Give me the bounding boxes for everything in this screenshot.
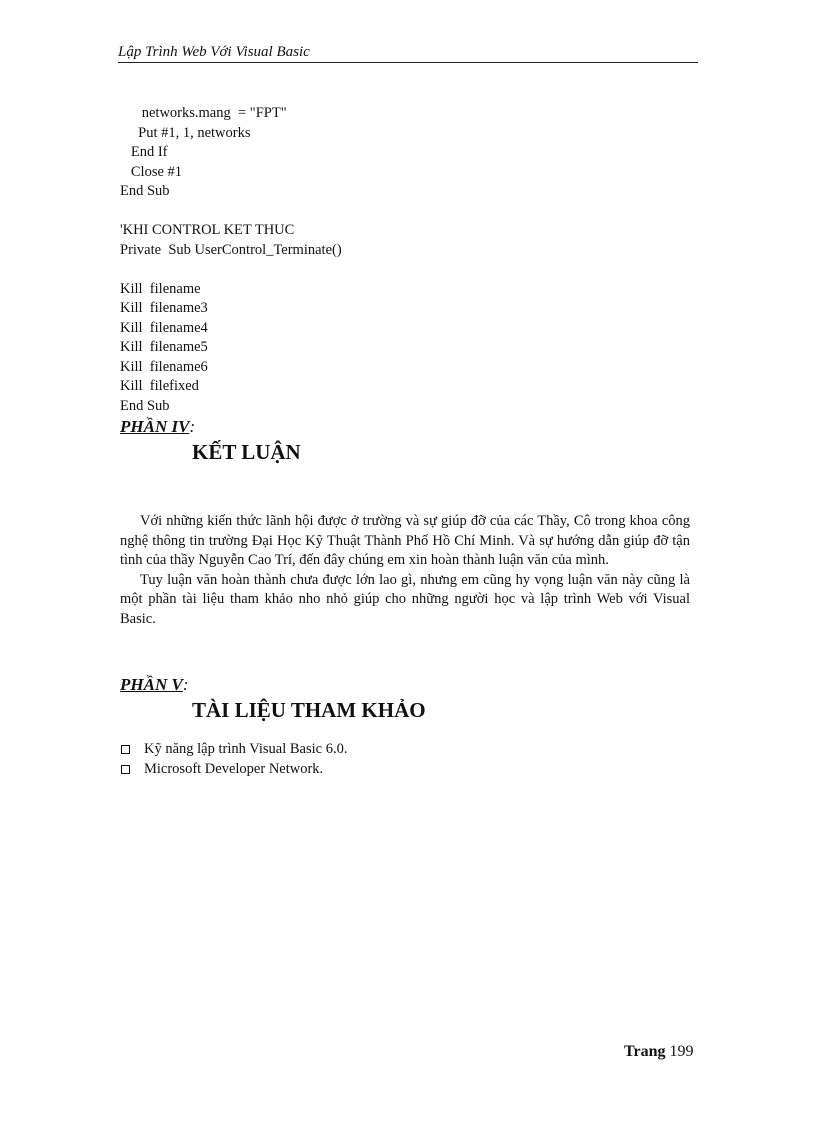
- list-item: [120, 740, 347, 760]
- part5-label: [120, 675, 188, 695]
- part4-colon: :: [189, 417, 196, 436]
- part4-label-text: PHẦN IV: [120, 417, 190, 436]
- code-line: Kill filefixed: [120, 378, 199, 394]
- part4-title: KẾT LUẬN: [192, 440, 301, 464]
- code-line: Kill filename3: [120, 300, 208, 316]
- code-block: [120, 104, 680, 416]
- code-line: [120, 260, 680, 280]
- part5-colon: :: [182, 675, 189, 694]
- code-line: End If: [120, 144, 168, 160]
- code-line: Private Sub UserControl_Terminate(): [120, 241, 342, 258]
- code-line: Kill filename4: [120, 319, 208, 336]
- code-line: 'KHI CONTROL KET THUC: [120, 222, 295, 238]
- page-word: Trang: [624, 1043, 666, 1060]
- conclusion-paragraph-1: Với những kiến thức lãnh hội được ở trường và sự giúp đỡ của các Thầy, Cô trong khoa công nghệ thông tin trường Đại Học Kỹ Thuật Thành Phố Hồ Chí Minh. Và sự hướng dẫn giúp đỡ tận tình của thầy Nguyễn Cao Trí, đến đây chúng em xin hoàn thành luận văn của mình.: [120, 513, 690, 568]
- reference-text: Kỹ năng lập trình Visual Basic 6.0.: [144, 741, 348, 757]
- code-line: networks.mang = "FPT": [120, 105, 287, 121]
- reference-list: [120, 740, 347, 779]
- part4-label: [120, 417, 195, 437]
- code-line: End Sub: [120, 183, 170, 199]
- square-bullet-icon: [121, 765, 130, 774]
- list-item: [120, 760, 347, 780]
- page-header: [118, 42, 698, 63]
- code-line: Kill filename6: [120, 358, 208, 375]
- conclusion-paragraph-2: Tuy luận văn hoàn thành chưa được lớn lao gì, nhưng em cũng hy vọng luận văn này cũng là một phần tài liệu tham khảo nho nhỏ giúp cho những người học và lập trình Web với Visual Basic.: [120, 571, 690, 627]
- page-number: 199: [669, 1043, 694, 1060]
- page-footer: [624, 1042, 693, 1062]
- code-line: Put #1, 1, networks: [120, 124, 251, 141]
- header-title: Lập Trình Web Với Visual Basic: [118, 44, 310, 60]
- reference-text: Microsoft Developer Network.: [144, 760, 324, 777]
- code-line: Kill filename5: [120, 339, 208, 355]
- conclusion-body: [120, 512, 690, 629]
- code-line: [120, 202, 680, 222]
- code-line: Kill filename: [120, 280, 201, 297]
- square-bullet-icon: [121, 745, 130, 754]
- part5-label-text: PHẦN V: [120, 675, 183, 694]
- part5-title: TÀI LIỆU THAM KHẢO: [192, 698, 426, 722]
- code-line: Close #1: [120, 163, 183, 180]
- code-line: End Sub: [120, 397, 170, 414]
